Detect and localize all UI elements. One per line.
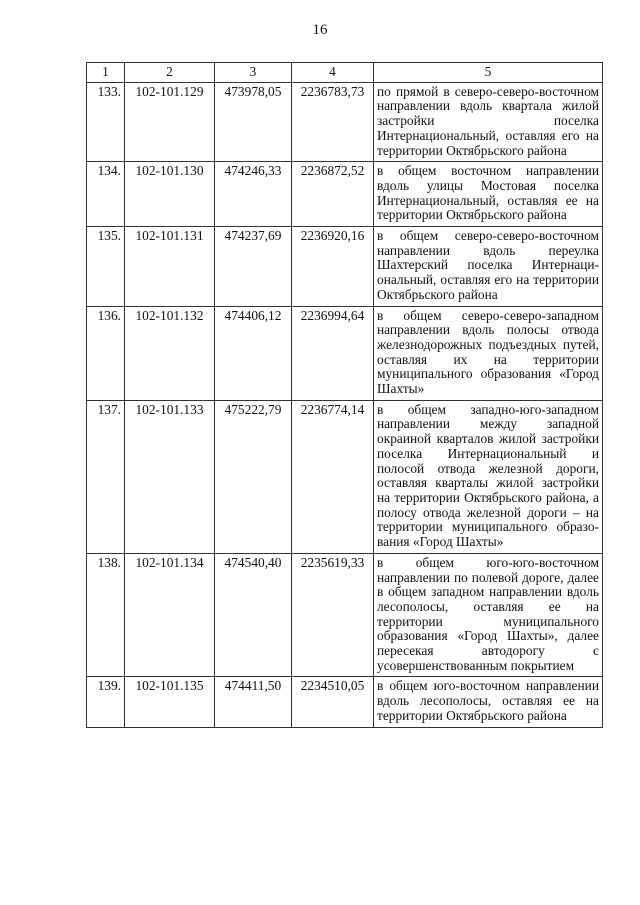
table-row bbox=[87, 553, 603, 677]
boundary-description: в общем восточном направлении вдоль улицы Мостовая поселка Интернациональный, оставляя ее на территории Октябрьского района bbox=[374, 162, 603, 227]
boundary-description: в общем северо-северо-западном направлении вдоль полосы отвода железнодорожных подъездных путей, оставляя их на территории муниципального образования «Город Шахты» bbox=[374, 306, 603, 400]
table-row bbox=[87, 400, 603, 553]
row-number: 134. bbox=[87, 162, 125, 227]
column-header-3: 3 bbox=[215, 63, 292, 83]
table-row bbox=[87, 162, 603, 227]
coordinate-x: 474237,69 bbox=[215, 227, 292, 307]
row-number: 139. bbox=[87, 677, 125, 727]
coordinate-x: 475222,79 bbox=[215, 400, 292, 553]
boundary-description: в общем северо-северо-восточном направлении вдоль переулка Шахтерский поселка Интернациональный, оставляя его на территории Октябрьского района bbox=[374, 227, 603, 307]
coordinate-x: 473978,05 bbox=[215, 82, 292, 162]
row-number: 136. bbox=[87, 306, 125, 400]
point-code: 102-101.134 bbox=[125, 553, 215, 677]
row-number: 135. bbox=[87, 227, 125, 307]
row-number: 137. bbox=[87, 400, 125, 553]
coordinate-y: 2236774,14 bbox=[292, 400, 374, 553]
coordinate-y: 2236994,64 bbox=[292, 306, 374, 400]
column-header-2: 2 bbox=[125, 63, 215, 83]
table-row bbox=[87, 82, 603, 162]
table-row bbox=[87, 227, 603, 307]
coordinate-y: 2235619,33 bbox=[292, 553, 374, 677]
table-header-row bbox=[87, 63, 603, 83]
table-row bbox=[87, 677, 603, 727]
boundary-description: в общем западно-юго-западном направлении между западной окраиной кварталов жилой застройки поселка Интернациональный и полосой отвода железной дороги, оставляя кварталы жилой застройки на территории Октябрьского района, а полосу отвода железной дороги – на территории муниципального образования «Город Шахты» bbox=[374, 400, 603, 553]
coordinate-x: 474540,40 bbox=[215, 553, 292, 677]
page-number: 16 bbox=[312, 22, 328, 38]
coordinate-x: 474246,33 bbox=[215, 162, 292, 227]
point-code: 102-101.129 bbox=[125, 82, 215, 162]
boundary-description: по прямой в северо-северо-восточном направлении вдоль квартала жилой застройки поселка Интернациональный, оставляя его на территории Октябрьского района bbox=[374, 82, 603, 162]
row-number: 138. bbox=[87, 553, 125, 677]
point-code: 102-101.132 bbox=[125, 306, 215, 400]
boundary-description: в общем юго-юго-восточном направлении по полевой дороге, далее в общем западном направлении вдоль лесополосы, оставляя ее на территории муниципального образования «Город Шахты», далее пересекая автодорогу с усовершенствованным покрытием bbox=[374, 553, 603, 677]
column-header-5: 5 bbox=[374, 63, 603, 83]
point-code: 102-101.135 bbox=[125, 677, 215, 727]
coordinate-y: 2236872,52 bbox=[292, 162, 374, 227]
row-number: 133. bbox=[87, 82, 125, 162]
column-header-1: 1 bbox=[87, 63, 125, 83]
column-header-4: 4 bbox=[292, 63, 374, 83]
table-row bbox=[87, 306, 603, 400]
boundary-points-table bbox=[86, 62, 603, 728]
coordinate-x: 474406,12 bbox=[215, 306, 292, 400]
coordinate-y: 2236920,16 bbox=[292, 227, 374, 307]
point-code: 102-101.130 bbox=[125, 162, 215, 227]
coordinate-x: 474411,50 bbox=[215, 677, 292, 727]
boundary-description: в общем юго-восточном направлении вдоль лесополосы, оставляя ее на территории Октябрьского района bbox=[374, 677, 603, 727]
point-code: 102-101.131 bbox=[125, 227, 215, 307]
coordinate-y: 2234510,05 bbox=[292, 677, 374, 727]
point-code: 102-101.133 bbox=[125, 400, 215, 553]
table-body bbox=[87, 82, 603, 727]
coordinate-y: 2236783,73 bbox=[292, 82, 374, 162]
